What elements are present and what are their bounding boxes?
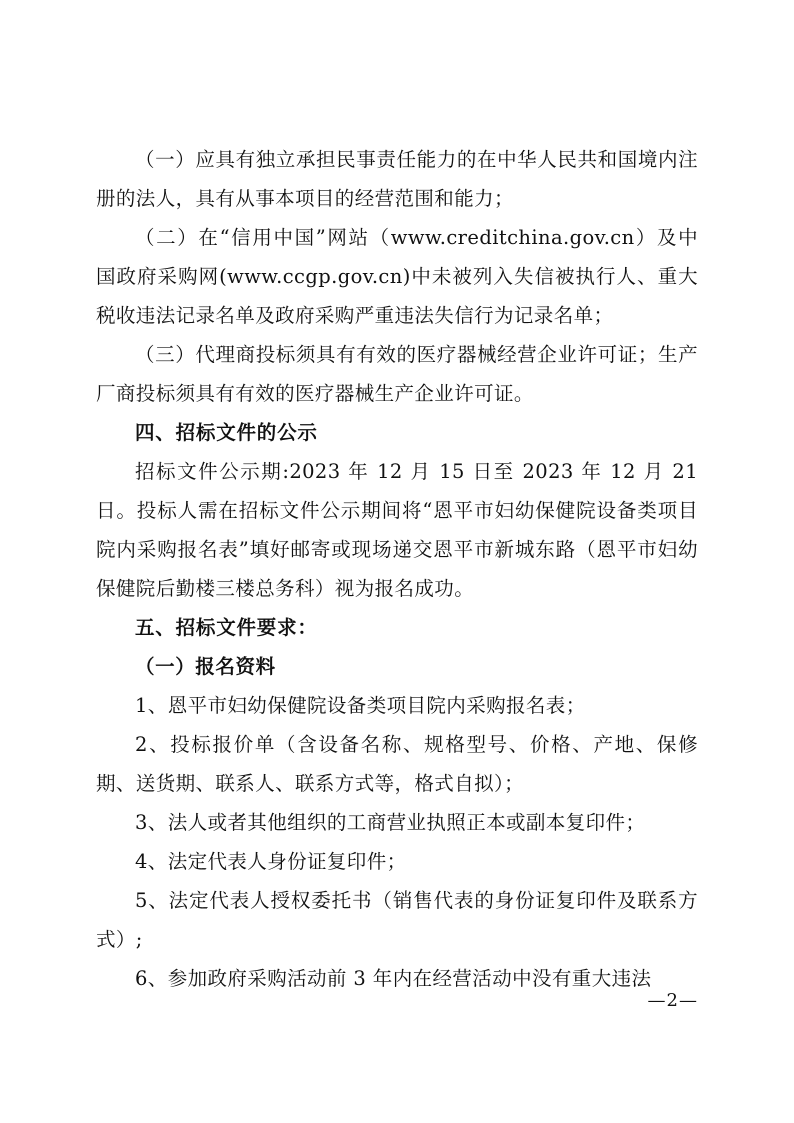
paragraph-condition-2: （二）在“信用中国”网站（www.creditchina.gov.cn）及中国政府采购网(www.ccgp.gov.cn)中未被列入失信被执行人、重大税收违法记录名单及政府采购严重违法失信行为记录名单； — [96, 226, 698, 327]
page-number: —2— — [647, 990, 698, 1011]
list-item-1: 1、恩平市妇幼保健院设备类项目院内采购报名表； — [135, 694, 586, 717]
list-item-6: 6、参加政府采购活动前 3 年内在经营活动中没有重大违法 — [135, 967, 652, 990]
section-heading-four: 四、招标文件的公示 — [135, 421, 318, 444]
subsection-heading-registration-materials: （一）报名资料 — [135, 655, 276, 678]
list-item-5: 5、法定代表人授权委托书（销售代表的身份证复印件及联系方式）; — [96, 889, 698, 951]
list-item-4: 4、法定代表人身份证复印件； — [135, 850, 407, 873]
list-item-2: 2、投标报价单（含设备名称、规格型号、价格、产地、保修期、送货期、联系人、联系方式等，格式自拟）； — [96, 733, 698, 795]
section-heading-five: 五、招标文件要求： — [135, 616, 318, 639]
paragraph-condition-3: （三）代理商投标须具有有效的医疗器械经营企业许可证；生产厂商投标须具有有效的医疗器械生产企业许可证。 — [96, 343, 698, 405]
paragraph-announcement-period: 招标文件公示期:2023 年 12 月 15 日至 2023 年 12 月 21 日。投标人需在招标文件公示期间将“恩平市妇幼保健院设备类项目院内采购报名表”填好邮寄或现场递交恩平市新城东路（恩平市妇幼保健院后勤楼三楼总务科）视为报名成功。 — [96, 460, 698, 600]
paragraph-condition-1: （一）应具有独立承担民事责任能力的在中华人民共和国境内注册的法人，具有从事本项目的经营范围和能力； — [96, 148, 698, 210]
list-item-3: 3、法人或者其他组织的工商营业执照正本或副本复印件； — [135, 811, 646, 834]
